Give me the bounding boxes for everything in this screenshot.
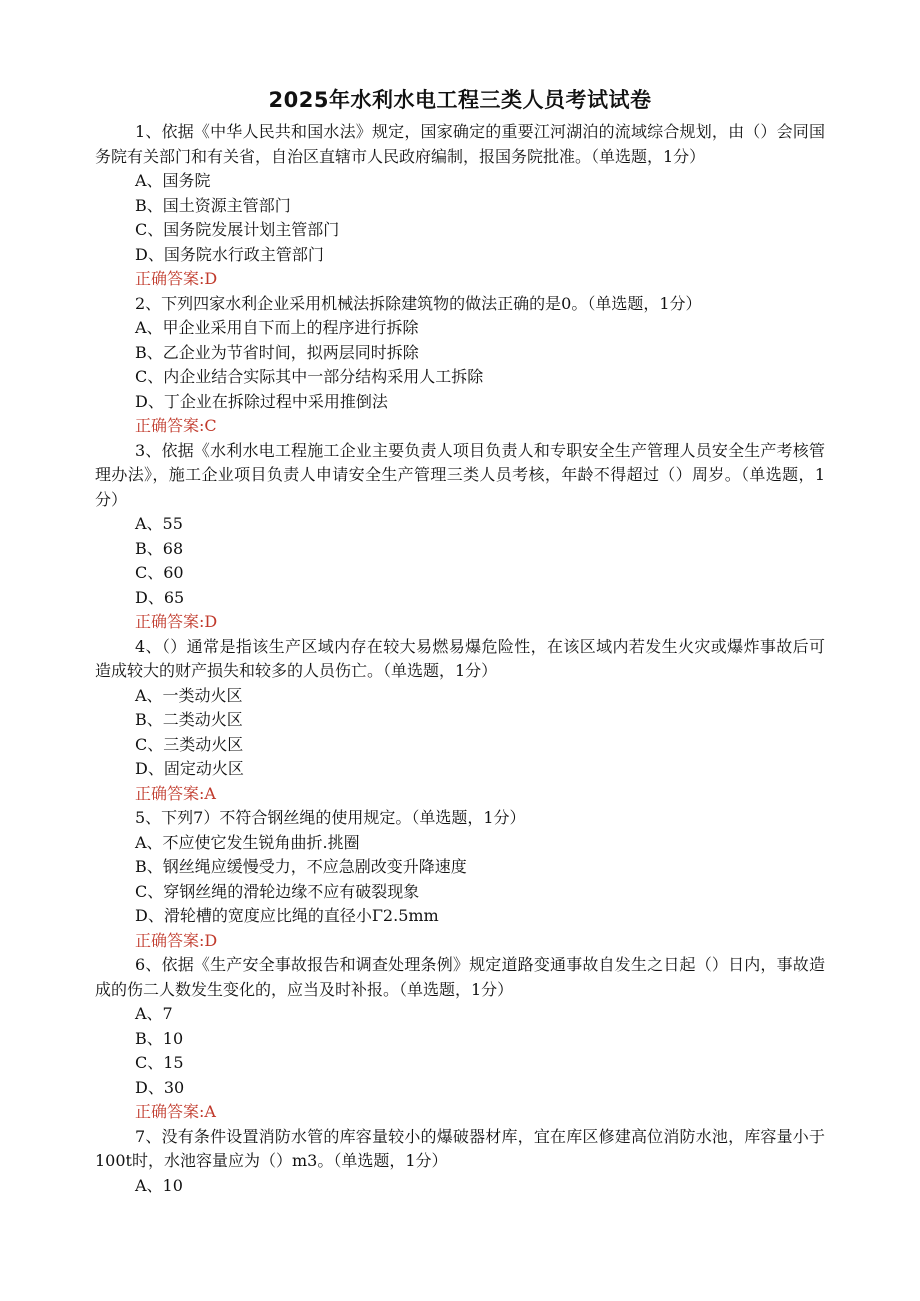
- answer-label: 正确答案:: [135, 783, 205, 803]
- answer-value: A: [204, 783, 216, 803]
- option-a: A、7: [135, 1004, 173, 1023]
- option-d: D、滑轮槽的宽度应比绳的直径小Γ2.5mm: [135, 906, 439, 925]
- question-6: [95, 953, 825, 1125]
- option-a: A、国务院: [135, 171, 211, 190]
- option-a: A、不应使它发生锐角曲折.挑圈: [135, 832, 360, 852]
- option-c: C、三类动火区: [135, 734, 244, 754]
- option-d: D、丁企业在拆除过程中采用推倒法: [135, 391, 388, 411]
- option-b: B、68: [135, 538, 184, 558]
- option-c: C、15: [135, 1053, 184, 1072]
- answer-label: 正确答案:: [135, 1102, 205, 1121]
- answer-label: 正确答案:: [135, 416, 205, 435]
- question-text: 3、依据《水利水电工程施工企业主要负责人项目负责人和专职安全生产管理人员安全生产考核管理办法》，施工企业项目负责人申请安全生产管理三类人员考核，年龄不得超过（）周岁。（单选题，1分）: [95, 440, 825, 509]
- option-a: A、10: [135, 1175, 183, 1195]
- question-text: 7、没有条件设置消防水管的库容量较小的爆破器材库，宜在库区修建高位消防水池，库容量小于100t时，水池容量应为（）m3。（单选题，1分）: [95, 1126, 825, 1170]
- option-b: B、二类动火区: [135, 710, 243, 729]
- option-a: A、55: [135, 514, 183, 533]
- question-text: 2、下列四家水利企业采用机械法拆除建筑物的做法正确的是0。（单选题，1分）: [135, 293, 702, 313]
- option-d: D、固定动火区: [135, 759, 244, 778]
- question-text: 1、依据《中华人民共和国水法》规定，国家确定的重要江河湖泊的流域综合规划，由（）会同国务院有关部门和有关省，自治区直辖市人民政府编制，报国务院批准。（单选题，1分）: [95, 122, 825, 166]
- option-c: C、60: [135, 563, 184, 582]
- answer-label: 正确答案:: [135, 612, 205, 631]
- answer-value: D: [204, 269, 218, 288]
- question-2: [95, 292, 825, 439]
- correct-answer: [95, 414, 825, 439]
- answer-value: C: [204, 416, 217, 435]
- answer-label: 正确答案:: [135, 930, 205, 950]
- option-a: A、一类动火区: [135, 685, 243, 705]
- option-c: C、内企业结合实际其中一部分结构采用人工拆除: [135, 367, 484, 386]
- option-d: D、国务院水行政主管部门: [135, 244, 324, 264]
- question-text: 5、下列7）不符合钢丝绳的使用规定。（单选题，1分）: [135, 808, 526, 827]
- option-d: D、65: [135, 587, 185, 607]
- option-b: B、乙企业为节省时间，拟两层同时拆除: [135, 342, 419, 362]
- question-4: [95, 635, 825, 807]
- question-5: [95, 806, 825, 953]
- option-c: C、国务院发展计划主管部门: [135, 220, 340, 239]
- correct-answer: [95, 267, 825, 292]
- option-c: C、穿钢丝绳的滑轮边缘不应有破裂现象: [135, 881, 420, 901]
- answer-label: 正确答案:: [135, 269, 205, 288]
- question-text: 4、（）通常是指该生产区域内存在较大易燃易爆危险性，在该区域内若发生火灾或爆炸事故后可造成较大的财产损失和较多的人员伤亡。（单选题，1分）: [95, 636, 825, 680]
- correct-answer: [95, 1100, 825, 1125]
- question-7: [95, 1125, 825, 1199]
- answer-value: D: [204, 612, 218, 631]
- question-text: 6、依据《生产安全事故报告和调查处理条例》规定道路变通事故自发生之日起（）日内，事故造成的伤二人数发生变化的，应当及时补报。（单选题，1分）: [95, 955, 825, 999]
- option-a: A、甲企业采用自下而上的程序进行拆除: [135, 318, 419, 337]
- correct-answer: [95, 929, 825, 954]
- option-b: B、钢丝绳应缓慢受力，不应急剧改变升降速度: [135, 857, 467, 876]
- answer-value: A: [204, 1102, 216, 1121]
- option-d: D、30: [135, 1077, 185, 1097]
- correct-answer: [95, 782, 825, 807]
- correct-answer: [95, 610, 825, 635]
- answer-value: D: [204, 930, 218, 950]
- option-b: B、10: [135, 1028, 184, 1048]
- document-title: 2025年水利水电工程三类人员考试试卷: [268, 88, 652, 112]
- question-3: [95, 439, 825, 635]
- question-1: [95, 120, 825, 292]
- option-b: B、国土资源主管部门: [135, 195, 291, 215]
- question-list: [95, 120, 825, 1198]
